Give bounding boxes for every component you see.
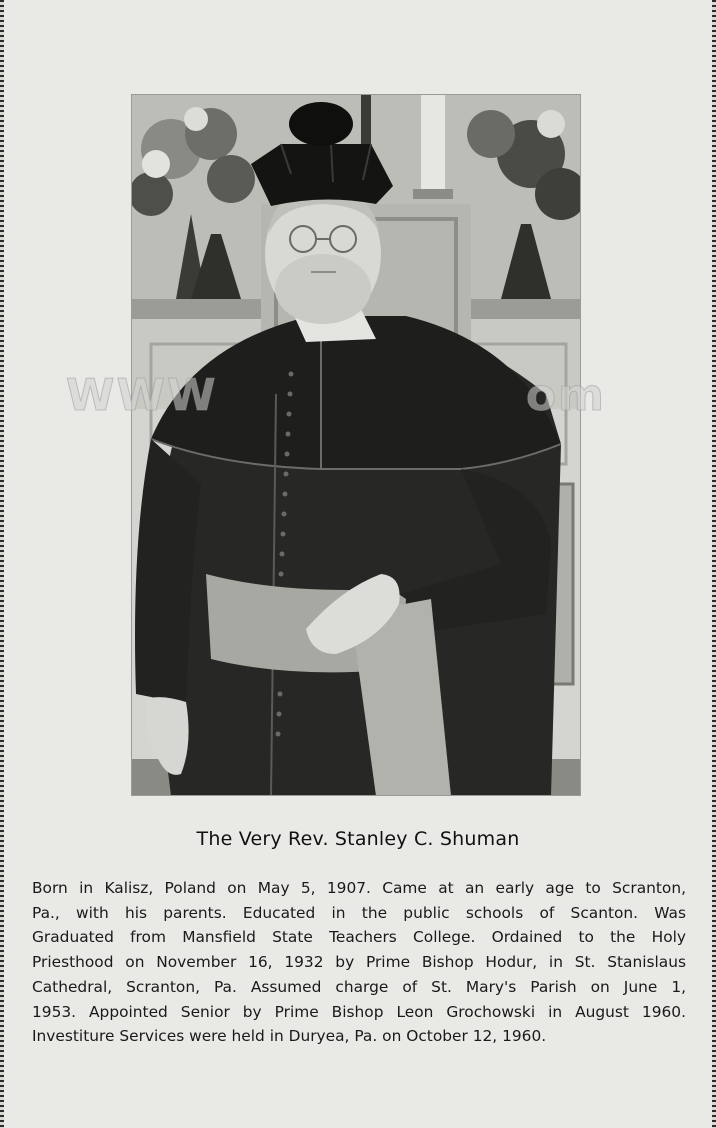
- page-edge-right: [712, 0, 716, 1128]
- bio-line: Born in Kalisz, Poland on May 5, 1907. Came at an early age to Scranton,: [32, 879, 686, 897]
- portrait-illustration: [131, 94, 581, 796]
- bio-line: Graduated from Mansfield State Teachers College. Ordained to the Holy: [32, 928, 686, 947]
- bio-line: Priesthood on November 16, 1932 by Prime Bishop Hodur, in St. Stanislaus: [32, 953, 686, 972]
- bio-line: Investiture Services were held in Duryea, Pa. on October 12, 1960.: [32, 1027, 547, 1046]
- biography-paragraph: [32, 876, 686, 1049]
- watermark-left-text: WWW: [66, 370, 218, 421]
- bio-line: Cathedral, Scranton, Pa. Assumed charge of St. Mary's Parish on June 1,: [32, 977, 686, 996]
- portrait-photo: [131, 94, 581, 796]
- portrait-caption: The Very Rev. Stanley C. Shuman: [196, 828, 520, 850]
- watermark-right-text: om: [525, 370, 606, 421]
- bio-line: 1953. Appointed Senior by Prime Bishop Leon Grochowski in August 1960.: [32, 1002, 686, 1021]
- bio-line: Pa., with his parents. Educated in the public schools of Scanton. Was: [32, 903, 686, 922]
- page-edge-left: [0, 0, 4, 1128]
